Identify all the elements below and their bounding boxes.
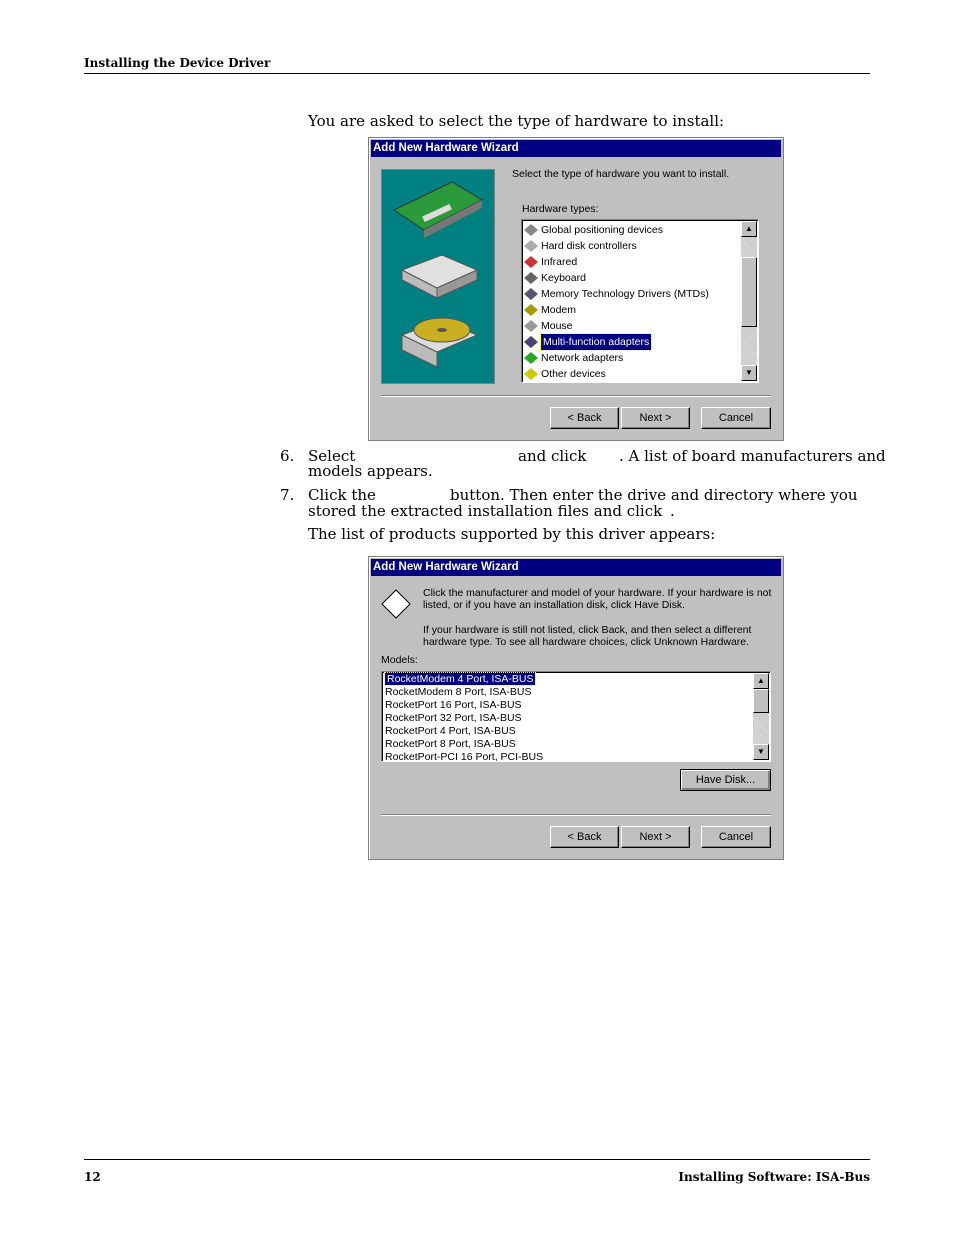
list-item[interactable] [522,270,758,286]
model-item[interactable] [382,699,770,712]
model-item-label: RocketPort 32 Port, ISA-BUS [385,712,522,724]
mtd-icon [524,288,538,300]
list-item[interactable] [522,254,758,270]
instructions-1-line-2: listed, or if you have an installation disk, click Have Disk. [423,599,686,611]
step-7-text-d: . [670,502,675,520]
list-item[interactable] [522,238,758,254]
keyboard-icon [524,272,538,284]
scroll-thumb[interactable] [753,689,769,713]
network-icon [524,352,538,364]
scrollbar[interactable] [741,221,757,381]
model-item-label: RocketPort-PCI 16 Port, PCI-BUS [385,751,544,762]
model-item[interactable] [382,751,770,762]
back-button[interactable]: < Back [550,407,619,429]
running-footer: Installing Software: ISA-Bus [678,1170,870,1184]
hardware-type-dialog [368,137,784,441]
step-6-text-d: models appears. [308,462,433,480]
dialog-prompt: Select the type of hardware you want to install. [512,168,730,180]
model-item[interactable] [382,725,770,738]
list-item-label: Multi-function adapters [543,336,650,348]
models-label: Models: [381,654,418,666]
list-item-label: Mouse [541,320,573,332]
step-7-number: 7. [280,486,295,504]
infrared-icon [524,256,538,268]
instructions-2 [423,624,751,648]
mouse-icon [524,320,538,332]
list-item[interactable] [522,350,758,366]
scrollbar[interactable] [753,673,769,760]
dialog-title: Add New Hardware Wizard [371,140,781,157]
multifunction-icon [524,336,538,348]
dialog-title: Add New Hardware Wizard [371,559,781,576]
other-devices-icon [524,368,538,380]
list-item[interactable] [522,318,758,334]
list-item-label: Infrared [541,256,578,268]
separator [381,814,771,816]
hardware-types-list[interactable] [521,219,759,383]
list-item-label: Network adapters [541,352,624,364]
model-item-label: RocketModem 8 Port, ISA-BUS [385,686,532,698]
disk-controller-icon [524,240,538,252]
list-item-label: Hard disk controllers [541,240,637,252]
step-7-text-b: button. Then enter the drive and directory where you [450,486,858,504]
model-item-label: RocketPort 4 Port, ISA-BUS [385,725,516,737]
step-7-text-a: Click the [308,486,376,504]
list-item[interactable] [522,334,758,350]
list-item-label: Modem [541,304,577,316]
cancel-button[interactable]: Cancel [701,407,771,429]
list-item[interactable] [522,302,758,318]
models-list[interactable] [381,671,771,762]
step-7-text-c: stored the extracted installation files and click [308,502,663,520]
list-item[interactable] [522,366,758,382]
model-item[interactable] [382,712,770,725]
list-item-label: Memory Technology Drivers (MTDs) [541,288,709,300]
next-button[interactable]: Next > [621,826,690,848]
step-6-text-a: Select [308,447,356,465]
model-item-label: RocketPort 16 Port, ISA-BUS [385,699,522,711]
cancel-button[interactable]: Cancel [701,826,771,848]
scroll-up-button[interactable]: ▲ [753,673,769,689]
separator [381,395,771,397]
list-item[interactable] [522,286,758,302]
step-6-text-b: and click [518,447,587,465]
scroll-thumb[interactable] [741,257,757,327]
scroll-down-button[interactable]: ▼ [741,365,757,381]
have-disk-button[interactable]: Have Disk... [680,769,771,791]
footer-rule [84,1159,870,1160]
header-rule [84,73,870,74]
instructions-1-line-1: Click the manufacturer and model of your hardware. If your hardware is not [423,587,772,599]
step-6-number: 6. [280,447,295,465]
model-item-label: RocketModem 4 Port, ISA-BUS [387,673,534,685]
after-text: The list of products supported by this driver appears: [308,525,716,543]
page-number: 12 [84,1170,101,1184]
model-item[interactable] [382,686,770,699]
model-item-label: RocketPort 8 Port, ISA-BUS [385,738,516,750]
running-header: Installing the Device Driver [84,56,271,70]
model-item[interactable] [382,673,770,686]
modem-icon [524,304,538,316]
hardware-illustration-icon [382,170,494,383]
scroll-up-button[interactable]: ▲ [741,221,757,237]
model-item[interactable] [382,738,770,751]
list-item-label: Other devices [541,368,606,380]
gps-icon [524,224,538,236]
list-item-label: Keyboard [541,272,586,284]
instructions-1 [423,587,771,611]
diamond-icon [381,589,411,619]
list-item-label: Global positioning devices [541,224,663,236]
list-item[interactable] [522,222,758,238]
hardware-illustration [381,169,495,384]
next-button[interactable]: Next > [621,407,690,429]
instructions-2-line-1: If your hardware is still not listed, click Back, and then select a different [423,624,752,636]
hardware-types-label: Hardware types: [522,203,599,215]
step-6-text-c: . A list of board manufacturers and [619,447,886,465]
scroll-down-button[interactable]: ▼ [753,744,769,760]
intro-text: You are asked to select the type of hardware to install: [308,112,725,130]
instructions-2-line-2: hardware type. To see all hardware choices, click Unknown Hardware. [423,636,750,648]
models-dialog [368,556,784,860]
back-button[interactable]: < Back [550,826,619,848]
